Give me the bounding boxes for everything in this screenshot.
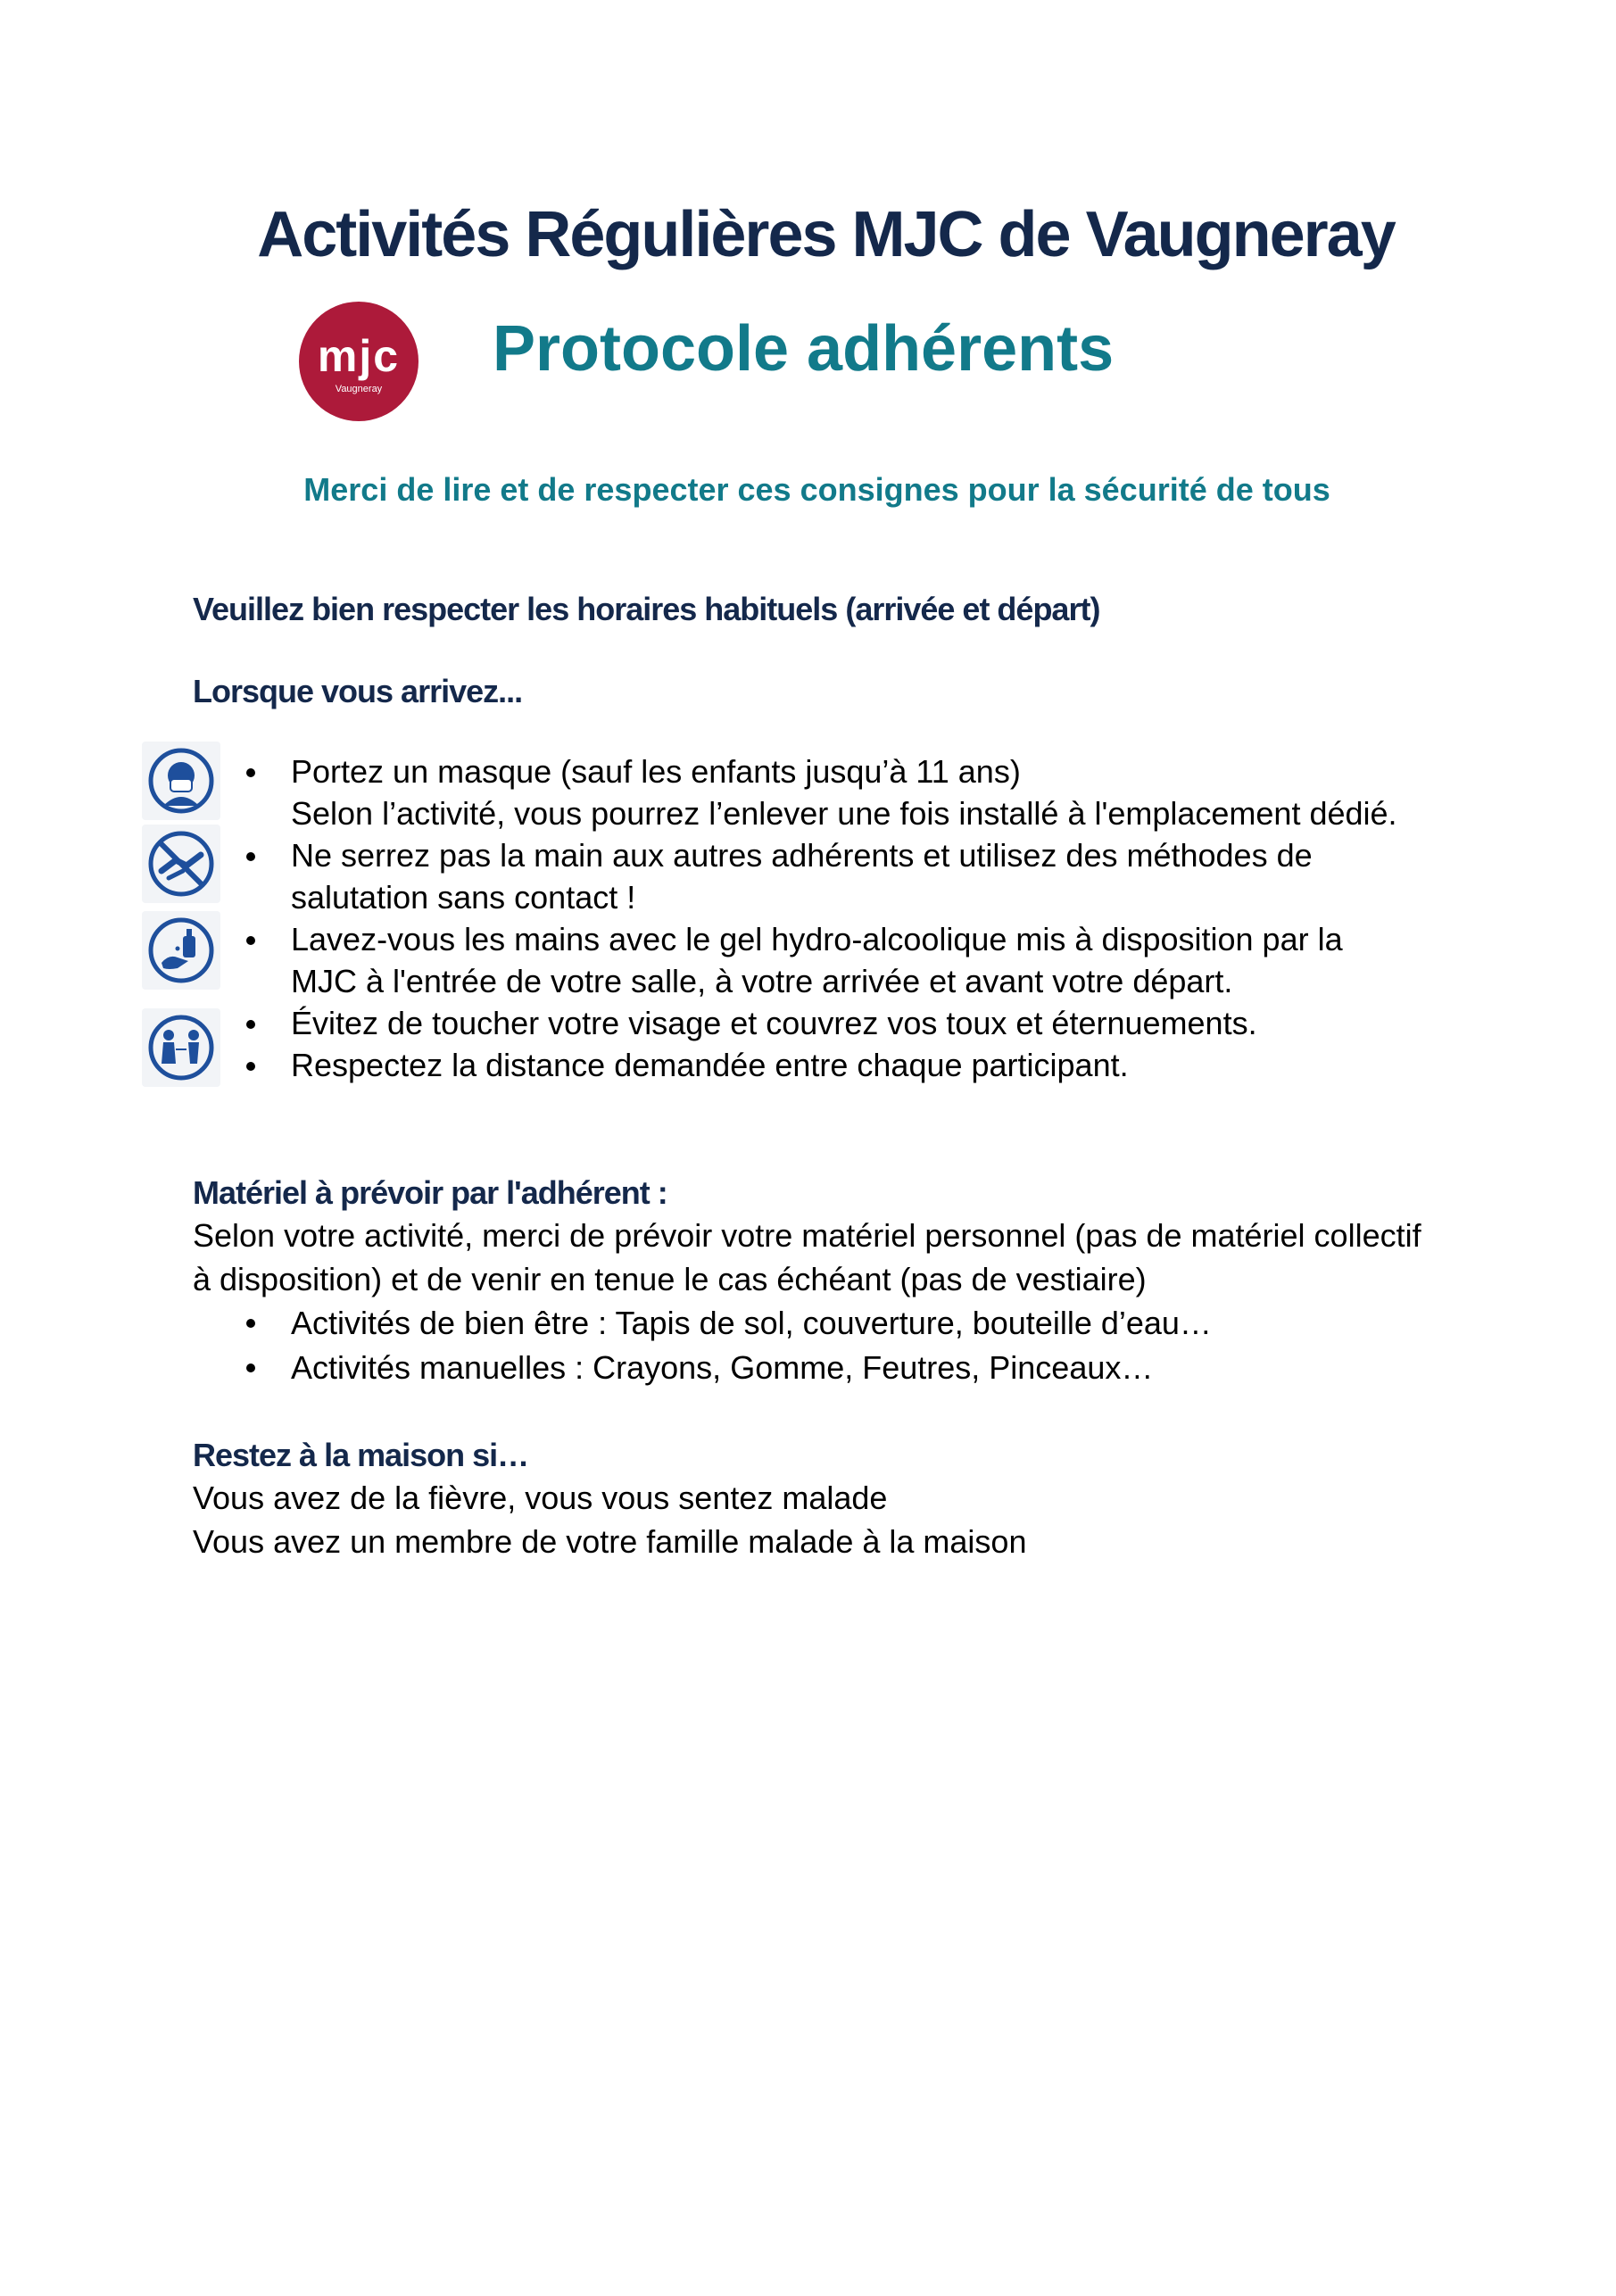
bullet-dot [246, 936, 255, 945]
list-item-text: Évitez de toucher votre visage et couvrez vos toux et éternuements. [291, 1005, 1257, 1041]
mjc-logo [299, 302, 419, 421]
mask-icon [142, 742, 220, 820]
list-item [237, 918, 1397, 1002]
social-distance-icon [142, 1008, 220, 1087]
equipment-description [193, 1214, 1421, 1301]
list-item-text: Selon l’activité, vous pourrez l’enlever une fois installé à l'emplacement dédié. [291, 795, 1397, 832]
list-item-text: salutation sans contact ! [291, 879, 636, 916]
document-title: Activités Régulières MJC de Vaugneray [257, 199, 1395, 270]
list-item-text: Activités de bien être : Tapis de sol, couverture, bouteille d’eau… [291, 1305, 1212, 1341]
list-item [237, 1044, 1397, 1086]
document-subtitle: Protocole adhérents [493, 313, 1115, 385]
logo-mark: mjc [317, 331, 401, 381]
bullet-dot [246, 768, 255, 777]
equipment-heading: Matériel à prévoir par l'adhérent : [193, 1174, 667, 1211]
stay-home-line: Vous avez un membre de votre famille malade à la maison [193, 1523, 1027, 1560]
list-item-text: MJC à l'entrée de votre salle, à votre arrivée et avant votre départ. [291, 963, 1233, 999]
bullet-dot [246, 1319, 255, 1328]
bullet-dot [246, 1020, 255, 1029]
list-item [237, 1346, 1212, 1390]
stay-home-text [193, 1476, 1026, 1563]
schedule-heading: Veuillez bien respecter les horaires habituels (arrivée et départ) [193, 591, 1100, 627]
list-item [237, 750, 1397, 834]
list-item-text: Portez un masque (sauf les enfants jusqu’à 11 ans) [291, 753, 1021, 790]
equipment-line: à disposition) et de venir en tenue le cas échéant (pas de vestiaire) [193, 1261, 1147, 1297]
hand-sanitizer-icon [142, 911, 220, 990]
list-item-text: Ne serrez pas la main aux autres adhérents et utilisez des méthodes de [291, 837, 1313, 874]
list-item-text: Activités manuelles : Crayons, Gomme, Feutres, Pinceaux… [291, 1349, 1154, 1386]
arrival-list [237, 750, 1397, 1086]
stay-home-line: Vous avez de la fièvre, vous vous sentez malade [193, 1480, 888, 1516]
tagline: Merci de lire et de respecter ces consignes pour la sécurité de tous [303, 471, 1330, 508]
bullet-dot [246, 1062, 255, 1071]
list-item [237, 1301, 1212, 1346]
logo-subtext: Vaugneray [335, 384, 383, 394]
arrival-heading: Lorsque vous arrivez... [193, 673, 523, 709]
bullet-dot [246, 1364, 255, 1372]
bullet-dot [246, 852, 255, 861]
list-item [237, 834, 1397, 918]
list-item-text: Lavez-vous les mains avec le gel hydro-alcoolique mis à disposition par la [291, 921, 1343, 957]
equipment-line: Selon votre activité, merci de prévoir votre matériel personnel (pas de matériel collectif [193, 1217, 1421, 1254]
list-item [237, 1002, 1397, 1044]
stay-home-heading: Restez à la maison si… [193, 1437, 529, 1473]
list-item-text: Respectez la distance demandée entre chaque participant. [291, 1047, 1129, 1083]
equipment-list [237, 1301, 1212, 1390]
no-handshake-icon [142, 825, 220, 903]
